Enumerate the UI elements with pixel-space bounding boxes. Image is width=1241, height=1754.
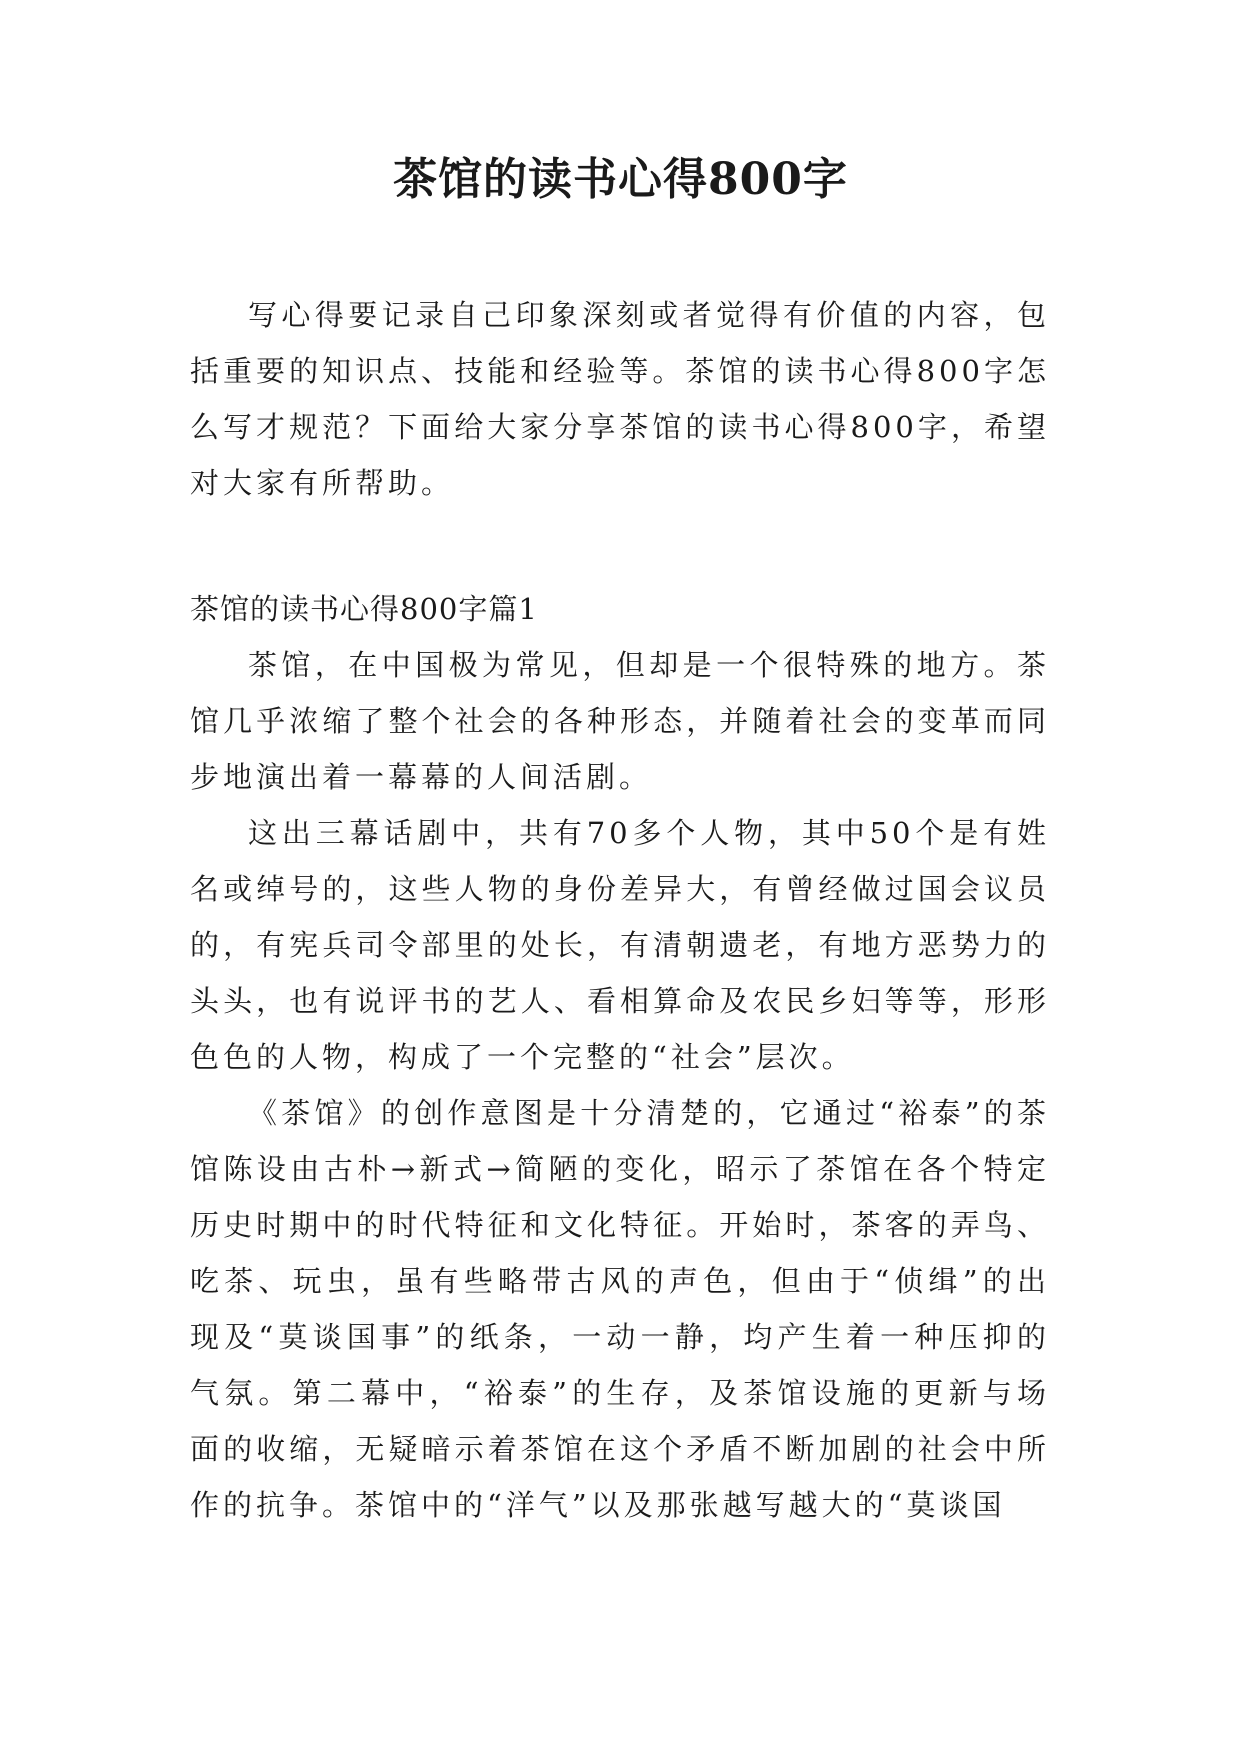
section-heading: 茶馆的读书心得800字篇1 — [190, 592, 538, 626]
body-paragraph-1: 茶馆，在中国极为常见，但却是一个很特殊的地方。茶馆几乎浓缩了整个社会的各种形态，并随着社会的变革而同步地演出着一幕幕的人间活剧。 — [190, 648, 1050, 794]
document-body — [190, 287, 1050, 1533]
document-title: 茶馆的读书心得800字 — [393, 154, 848, 205]
intro-paragraph: 写心得要记录自己印象深刻或者觉得有价值的内容，包括重要的知识点、技能和经验等。茶馆的读书心得800字怎么写才规范？下面给大家分享茶馆的读书心得800字，希望对大家有所帮助。 — [190, 298, 1050, 500]
section-spacer — [190, 511, 1050, 581]
body-paragraph-3: 《茶馆》的创作意图是十分清楚的，它通过“裕泰”的茶馆陈设由古朴→新式→简陋的变化，昭示了茶馆在各个特定历史时期中的时代特征和文化特征。开始时，茶客的弄鸟、吃茶、玩虫，虽有些略带古风的声色，但由于“侦缉”的出现及“莫谈国事”的纸条，一动一静，均产生着一种压抑的气氛。第二幕中，“裕泰”的生存，及茶馆设施的更新与场面的收缩，无疑暗示着茶馆在这个矛盾不断加剧的社会中所作的抗争。茶馆中的“洋气”以及那张越写越大的“莫谈国 — [190, 1096, 1050, 1522]
body-paragraph-2: 这出三幕话剧中，共有70多个人物，其中50个是有姓名或绰号的，这些人物的身份差异大，有曾经做过国会议员的，有宪兵司令部里的处长，有清朝遗老，有地方恶势力的头头，也有说评书的艺人、看相算命及农民乡妇等等，形形色色的人物，构成了一个完整的“社会”层次。 — [190, 816, 1050, 1074]
